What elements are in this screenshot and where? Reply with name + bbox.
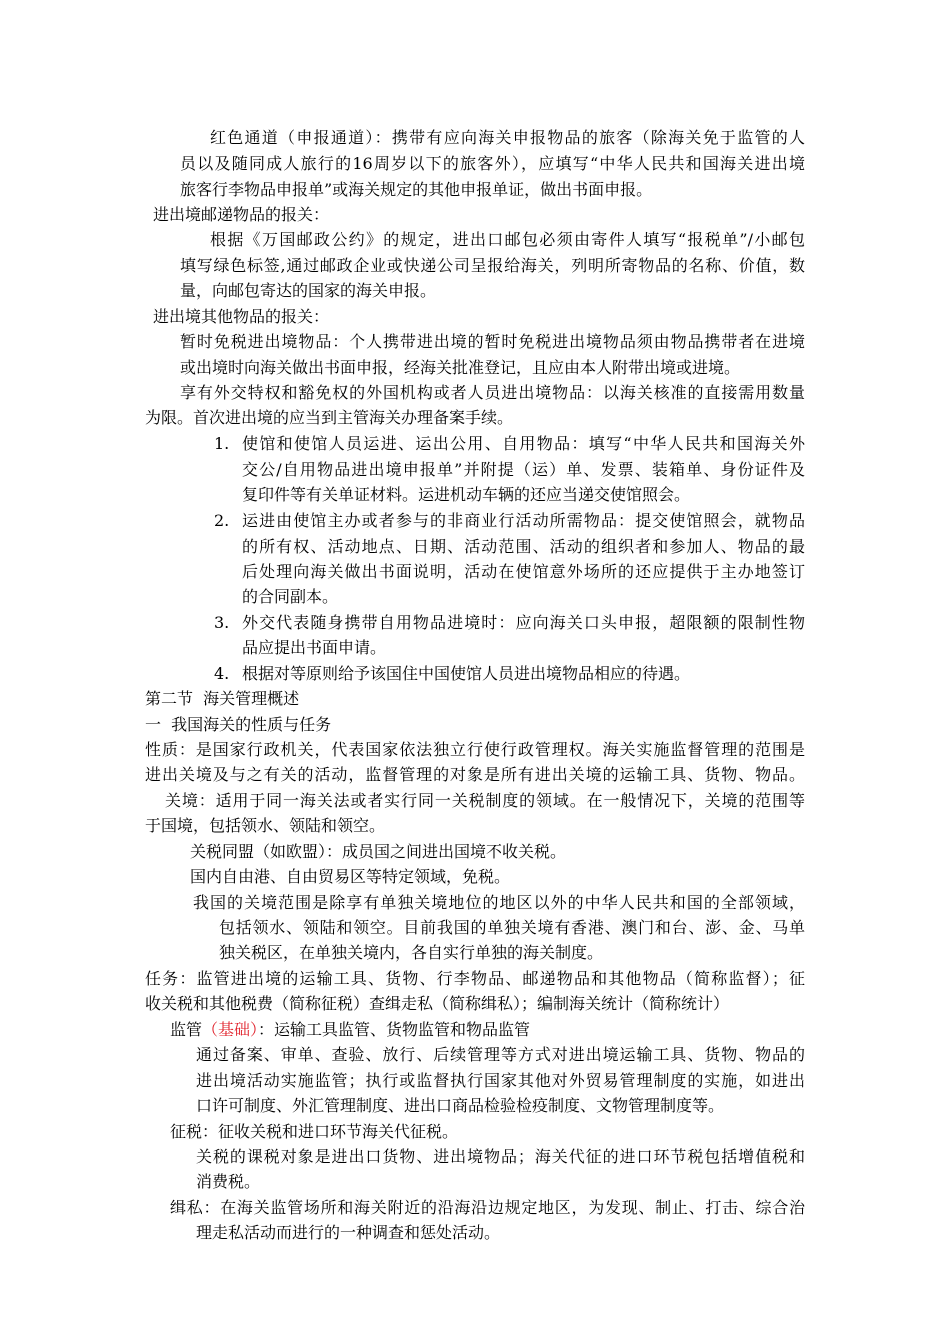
supervise-line-2: 进出境活动实施监管；执行或监督执行国家其他对外贸易管理制度的实施，如进出 bbox=[196, 1071, 805, 1090]
list-number-4: 4. bbox=[214, 664, 230, 683]
nature-line-1: 性质：是国家行政机关，代表国家依法独立行使行政管理权。海关实施监督管理的范围是 bbox=[145, 740, 805, 759]
red-channel-line-2: 员以及随同成人旅行的16周岁以下的旅客外），应填写“中华人民共和国海关进出境 bbox=[180, 154, 805, 173]
supervise-line-1: 通过备案、审单、查验、放行、后续管理等方式对进出境运输工具、货物、物品的 bbox=[196, 1045, 805, 1064]
list-item-1-line-3: 复印件等有关单证材料。运进机动车辆的还应当递交使馆照会。 bbox=[242, 485, 691, 504]
list-number-1: 1. bbox=[214, 434, 230, 453]
tax-line-1: 关税的课税对象是进出口货物、进出境物品；海关代征的进口环节税包括增值税和 bbox=[196, 1147, 805, 1166]
task-line-1: 任务：监管进出境的运输工具、货物、行李物品、邮递物品和其他物品（简称监督）；征 bbox=[145, 969, 805, 988]
red-channel-line-3: 旅客行李物品申报单”或海关规定的其他申报单证，做出书面申报。 bbox=[180, 180, 653, 199]
section-title: 第二节 海关管理概述 bbox=[145, 689, 300, 708]
supervise-line-3: 口许可制度、外汇管理制度、进出口商品检验检疫制度、文物管理制度等。 bbox=[196, 1096, 725, 1115]
postal-line-2: 填写绿色标签,通过邮政企业或快递公司呈报给海关，列明所寄物品的名称、价值，数 bbox=[180, 256, 805, 275]
list-item-2-line-2: 的所有权、活动地点、日期、活动范围、活动的组织者和参加人、物品的最 bbox=[242, 537, 805, 556]
list-number-3: 3. bbox=[214, 613, 230, 632]
range-line-2: 包括领水、领陆和领空。目前我国的单独关境有香港、澳门和台、澎、金、马单 bbox=[219, 918, 805, 937]
temp-goods-line-1: 暂时免税进出境物品：个人携带进出境的暂时免税进出境物品须由物品携带者在进境 bbox=[180, 332, 805, 351]
border-line-2: 于国境，包括领水、领陆和领空。 bbox=[145, 816, 386, 835]
anti-smuggling-line-1: 缉私：在海关监管场所和海关附近的沿海沿边规定地区，为发现、制止、打击、综合治 bbox=[170, 1198, 805, 1217]
tax-line-2: 消费税。 bbox=[196, 1172, 261, 1191]
task-line-2: 收关税和其他税费（简称征税）查缉走私（简称缉私）；编制海关统计（简称统计） bbox=[145, 994, 730, 1013]
range-line-3: 独关税区，在单独关境内，各自实行单独的海关制度。 bbox=[219, 943, 604, 962]
temp-goods-line-2: 或出境时向海关做出书面申报，经海关批准登记，且应由本人附带出境或进境。 bbox=[180, 358, 741, 377]
postal-heading: 进出境邮递物品的报关： bbox=[153, 205, 330, 224]
other-goods-heading: 进出境其他物品的报关： bbox=[153, 307, 330, 326]
list-item-2-line-1: 运进由使馆主办或者参与的非商业行活动所需物品：提交使馆照会，就物品 bbox=[242, 511, 805, 530]
list-item-1-line-1: 使馆和使馆人员运进、运出公用、自用物品：填写“中华人民共和国海关外 bbox=[242, 434, 805, 453]
list-number-2: 2. bbox=[214, 511, 230, 530]
list-item-4-line-1: 根据对等原则给予该国住中国使馆人员进出境物品相应的待遇。 bbox=[242, 664, 691, 683]
list-item-3-line-1: 外交代表随身携带自用物品进境时：应向海关口头申报，超限额的限制性物 bbox=[242, 613, 805, 632]
list-item-2-line-3: 后处理向海关做出书面说明，活动在使馆意外场所的还应提供于主办地签订 bbox=[242, 562, 805, 581]
postal-line-1: 根据《万国邮政公约》的规定，进出口邮包必须由寄件人填写“报税单”/小邮包 bbox=[210, 230, 805, 249]
list-item-3-line-2: 品应提出书面申请。 bbox=[242, 638, 387, 657]
free-port-line: 国内自由港、自由贸易区等特定领域，免税。 bbox=[190, 867, 511, 886]
anti-smuggling-line-2: 理走私活动而进行的一种调查和惩处活动。 bbox=[196, 1223, 501, 1242]
red-channel-line-1: 红色通道（申报通道）：携带有应向海关申报物品的旅客（除海关免于监管的人 bbox=[210, 128, 805, 147]
diplomatic-line-1: 享有外交特权和豁免权的外国机构或者人员进出境物品：以海关核准的直接需用数量 bbox=[180, 383, 805, 402]
customs-union-line: 关税同盟（如欧盟）：成员国之间进出国境不收关税。 bbox=[190, 842, 567, 861]
supervise-label: 监管 bbox=[170, 1020, 203, 1039]
range-line-1: 我国的关境范围是除享有单独关境地位的地区以外的中华人民共和国的全部领域， bbox=[193, 893, 805, 912]
list-item-1-line-2: 交公/自用物品进出境申报单”并附提（运）单、发票、装箱单、身份证件及 bbox=[242, 460, 805, 479]
border-line-1: 关境：适用于同一海关法或者实行同一关税制度的领域。在一般情况下，关境的范围等 bbox=[165, 791, 805, 810]
tax-heading: 征税：征收关税和进口环节海关代征税。 bbox=[170, 1122, 459, 1141]
nature-line-2: 进出关境及与之有关的活动，监督管理的对象是所有进出关境的运输工具、货物、物品。 bbox=[145, 765, 805, 784]
supervise-basis-note: （基础） bbox=[202, 1020, 259, 1039]
supervise-heading bbox=[170, 1020, 530, 1040]
subsection-title: 一 我国海关的性质与任务 bbox=[145, 715, 332, 734]
diplomatic-line-2: 为限。首次进出境的应当到主管海关办理备案手续。 bbox=[145, 408, 514, 427]
postal-line-3: 量，向邮包寄达的国家的海关申报。 bbox=[180, 281, 437, 300]
supervise-description: ：运输工具监管、货物监管和物品监管 bbox=[258, 1020, 531, 1039]
list-item-2-line-4: 的合同副本。 bbox=[242, 587, 339, 606]
